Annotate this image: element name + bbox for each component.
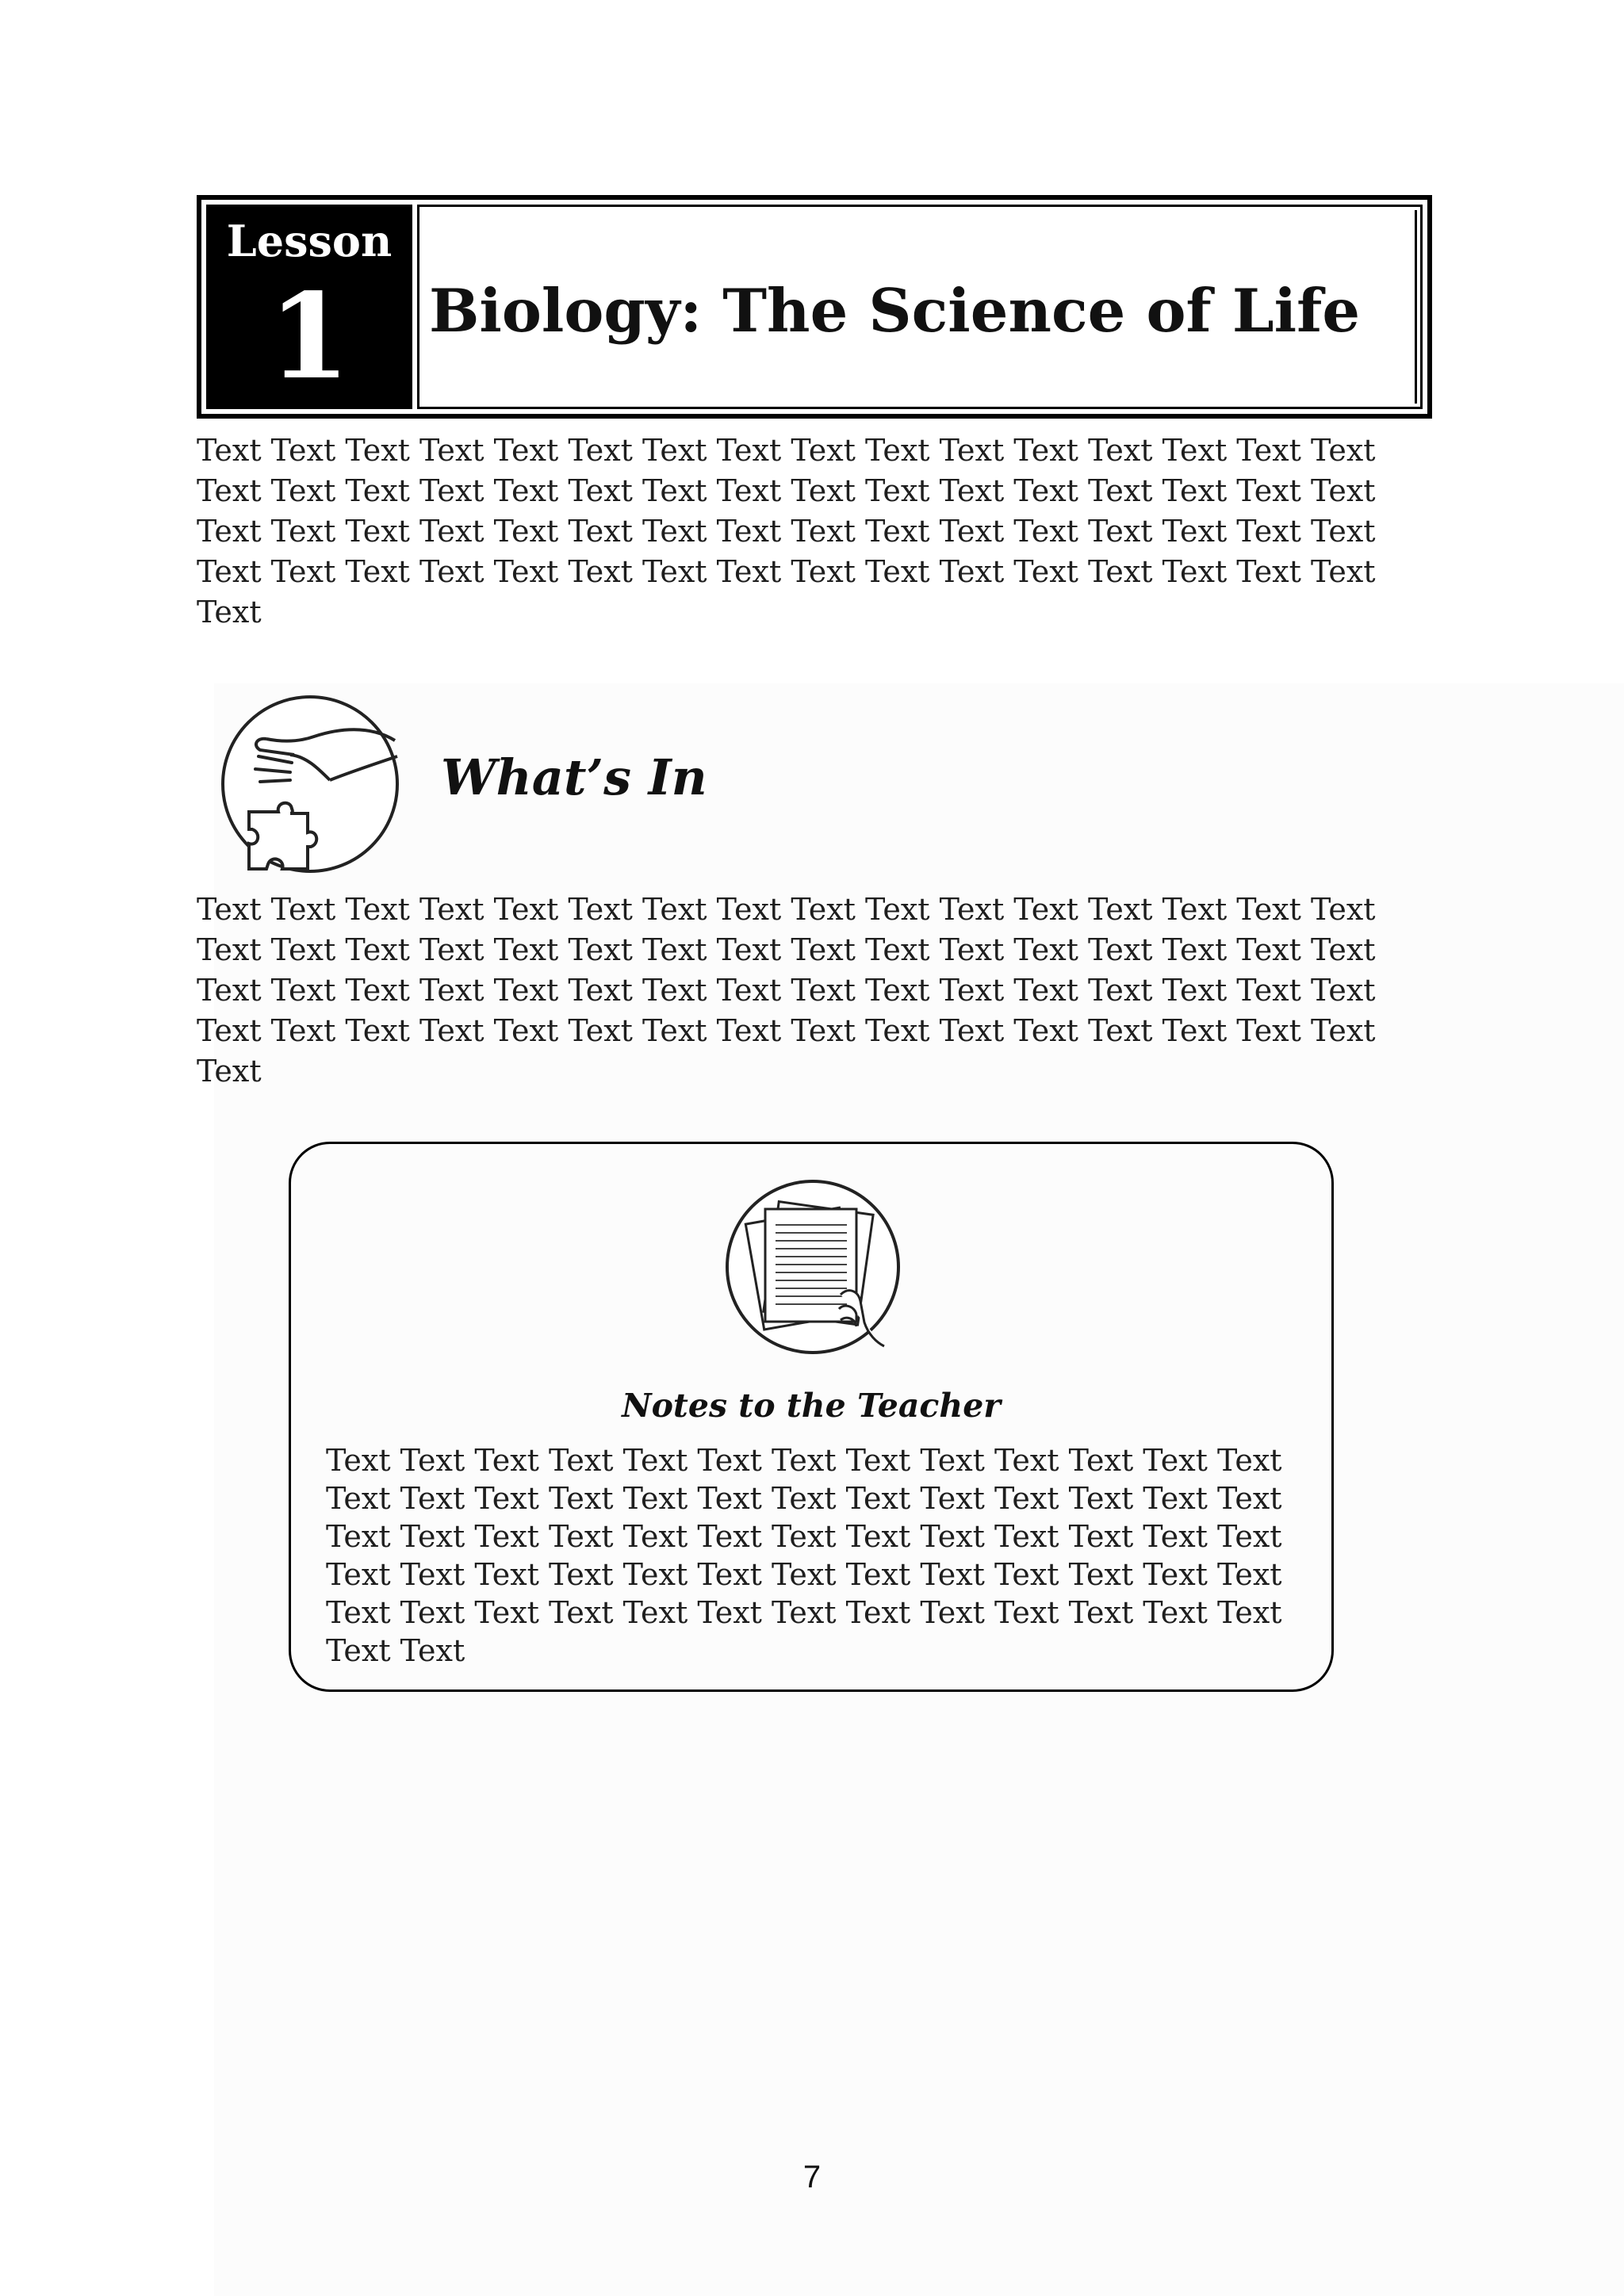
intro-paragraph: Text Text Text Text Text Text Text Text Text Text Text Text Text Text Text Text Text Text Text Text Text Text Text Text Text Text Text Text Text Text Text Text Text Text Text Text Text Text Text Text Text Text Text Text Text Text Text Text Text Text Text Text Text Text Text Text Text Text Text Text Text Text Text Text Text [197,433,1376,629]
page-number: 7 [802,2160,822,2195]
lesson-title-box [417,205,1423,409]
lesson-badge [206,205,412,409]
lesson-label: Lesson [226,216,393,266]
whats-in-paragraph: Text Text Text Text Text Text Text Text Text Text Text Text Text Text Text Text Text Text Text Text Text Text Text Text Text Text Text Text Text Text Text Text Text Text Text Text Text Text Text Text Text Text Text Text Text Text Text Text Text Text Text Text Text Text Text Text Text Text Text Text Text Text Text Text Text [197,892,1376,1089]
notes-paragraph: Text Text Text Text Text Text Text Text Text Text Text Text Text Text Text Text Text Text Text Text Text Text Text Text Text Text Text Text Text Text Text Text Text Text Text Text Text Text Text Text Text Text Text Text Text Text Text Text Text Text Text Text Text Text Text Text Text Text Text Text Text Text Text Text Text Text Text [326,1443,1282,1668]
notes-title: Notes to the Teacher [622,1387,1001,1425]
section-title-whats-in: What’s In [441,748,707,806]
lesson-number: 1 [268,267,350,405]
lesson-title: Biology: The Science of Life [429,276,1361,346]
lesson-header [197,195,1432,419]
notes-to-teacher-box [289,1142,1334,1692]
puzzle-hand-icon [219,693,401,875]
papers-hand-icon [722,1176,904,1358]
